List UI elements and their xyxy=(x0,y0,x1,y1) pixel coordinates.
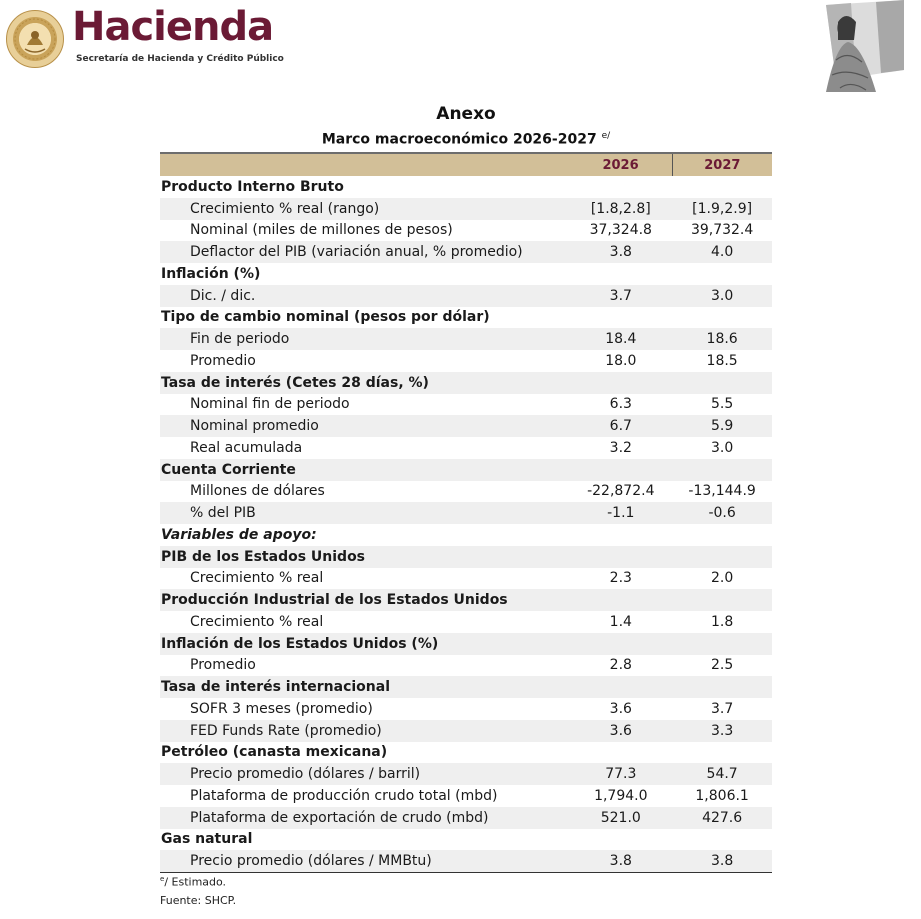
column-header-2026: 2026 xyxy=(569,153,672,176)
value-2026 xyxy=(569,742,672,764)
row-label: Crecimiento % real xyxy=(190,570,324,587)
row-label: Promedio xyxy=(190,657,256,674)
table-row xyxy=(160,568,772,590)
row-label: Nominal fin de periodo xyxy=(190,396,350,413)
row-label: Nominal promedio xyxy=(160,415,569,437)
table-section-row xyxy=(160,176,772,198)
table-row xyxy=(160,502,772,524)
row-label: Nominal (miles de millones de pesos) xyxy=(190,222,453,239)
value-2027: 3.0 xyxy=(710,439,734,456)
annex-title: Anexo xyxy=(436,104,496,124)
row-label: Gas natural xyxy=(161,831,253,848)
value-2027 xyxy=(672,176,772,198)
value-2027: 1.8 xyxy=(710,613,734,630)
value-2026: 3.8 xyxy=(569,241,672,263)
footnote-estimated-text: / Estimado. xyxy=(164,875,227,889)
row-label: Fin de periodo xyxy=(160,328,569,350)
value-2027 xyxy=(672,742,772,764)
table-row xyxy=(160,437,772,459)
value-2026: 1,794.0 xyxy=(594,787,648,804)
table-row xyxy=(160,763,772,785)
table-row xyxy=(160,394,772,416)
value-2026: 18.4 xyxy=(569,328,672,350)
table-section-row xyxy=(160,524,772,546)
row-label: Plataforma de producción crudo total (mbd) xyxy=(190,787,498,804)
value-2027 xyxy=(672,589,772,611)
footnote-estimated xyxy=(160,870,236,892)
value-2026 xyxy=(569,676,672,698)
table-row xyxy=(160,720,772,742)
row-label: Tasa de interés (Cetes 28 días, %) xyxy=(160,372,569,394)
table-row xyxy=(160,241,772,263)
value-2027 xyxy=(672,829,772,851)
hacienda-logo xyxy=(6,4,284,70)
value-2027: 39,732.4 xyxy=(690,222,754,239)
value-2026: 3.6 xyxy=(569,720,672,742)
table-section-row xyxy=(160,307,772,329)
value-2026: 37,324.8 xyxy=(589,222,652,239)
row-label: Precio promedio (dólares / barril) xyxy=(160,763,569,785)
footnote-source: Fuente: SHCP. xyxy=(160,893,237,907)
table-row xyxy=(160,785,772,807)
value-2027: 3.7 xyxy=(710,700,734,717)
table-row xyxy=(160,415,772,437)
table-row xyxy=(160,220,772,242)
table-section-row xyxy=(160,589,772,611)
value-2026 xyxy=(569,546,672,568)
table-section-row xyxy=(160,372,772,394)
value-2026 xyxy=(569,176,672,198)
macro-framework-table xyxy=(160,152,772,873)
value-2027: 3.0 xyxy=(672,285,772,307)
value-2026 xyxy=(569,829,672,851)
value-2027 xyxy=(672,546,772,568)
table-section-row xyxy=(160,742,772,764)
value-2027: -0.6 xyxy=(672,502,772,524)
value-2026: 3.6 xyxy=(609,700,632,717)
value-2026 xyxy=(569,307,672,329)
value-2027 xyxy=(672,372,772,394)
table-section-row xyxy=(160,676,772,698)
value-2027: 54.7 xyxy=(672,763,772,785)
row-label: Crecimiento % real (rango) xyxy=(160,198,569,220)
value-2027 xyxy=(672,459,772,481)
value-2026: [1.8,2.8] xyxy=(569,198,672,220)
row-label: Producto Interno Bruto xyxy=(161,178,344,195)
value-2027: 5.5 xyxy=(710,396,734,413)
row-label: % del PIB xyxy=(160,502,569,524)
value-2026: 3.7 xyxy=(569,285,672,307)
flag-figure-image xyxy=(796,0,906,95)
value-2026 xyxy=(569,589,672,611)
row-label: Dic. / dic. xyxy=(160,285,569,307)
row-label: Promedio xyxy=(190,352,256,369)
table-title-text: Marco macroeconómico 2026-2027 xyxy=(321,131,597,148)
value-2026: 18.0 xyxy=(605,352,637,369)
table-row xyxy=(160,655,772,677)
table-section-row xyxy=(160,263,772,285)
value-2026 xyxy=(569,263,672,285)
table-section-row xyxy=(160,633,772,655)
row-label: Plataforma de exportación de crudo (mbd) xyxy=(160,807,569,829)
row-label: Inflación de los Estados Unidos (%) xyxy=(160,633,569,655)
value-2026: -1.1 xyxy=(569,502,672,524)
value-2027 xyxy=(672,524,772,546)
footnotes xyxy=(160,870,236,910)
table-row xyxy=(160,198,772,220)
value-2027: 3.8 xyxy=(672,850,772,872)
brand-name: Hacienda xyxy=(72,4,274,50)
value-2027: 2.5 xyxy=(710,657,734,674)
table-row xyxy=(160,850,772,872)
table-row xyxy=(160,328,772,350)
table-row xyxy=(160,611,772,633)
value-2026: 6.3 xyxy=(609,396,632,413)
value-2026 xyxy=(569,524,672,546)
row-label: SOFR 3 meses (promedio) xyxy=(190,700,373,717)
national-seal-icon xyxy=(6,10,64,68)
table-row xyxy=(160,350,772,372)
row-label: Real acumulada xyxy=(190,439,303,456)
row-label: Millones de dólares xyxy=(190,483,325,500)
value-2026: 3.2 xyxy=(609,439,632,456)
brand-subtitle: Secretaría de Hacienda y Crédito Público xyxy=(76,54,284,64)
table-row xyxy=(160,698,772,720)
value-2026: 77.3 xyxy=(569,763,672,785)
value-2027: 2.0 xyxy=(710,570,734,587)
estimated-mark: e/ xyxy=(601,131,611,141)
table-section-row xyxy=(160,546,772,568)
value-2026 xyxy=(569,459,672,481)
value-2027: 1,806.1 xyxy=(695,787,749,804)
table-row xyxy=(160,807,772,829)
value-2027 xyxy=(672,263,772,285)
row-label: Producción Industrial de los Estados Unidos xyxy=(160,589,569,611)
row-label: Cuenta Corriente xyxy=(160,459,569,481)
value-2026: 2.8 xyxy=(609,657,632,674)
value-2027: 427.6 xyxy=(672,807,772,829)
row-label: Variables de apoyo: xyxy=(161,526,317,543)
value-2027: 5.9 xyxy=(672,415,772,437)
value-2027: 18.6 xyxy=(672,328,772,350)
value-2026: 3.8 xyxy=(569,850,672,872)
value-2027: 3.3 xyxy=(672,720,772,742)
table-section-row xyxy=(160,459,772,481)
row-label: Precio promedio (dólares / MMBtu) xyxy=(160,850,569,872)
value-2027: 4.0 xyxy=(672,241,772,263)
value-2026 xyxy=(569,633,672,655)
value-2026: 6.7 xyxy=(569,415,672,437)
row-label: Inflación (%) xyxy=(161,265,261,282)
value-2027: 18.5 xyxy=(706,352,738,369)
header-label-cell xyxy=(160,153,569,176)
table-row xyxy=(160,285,772,307)
value-2026: -22,872.4 xyxy=(587,483,655,500)
value-2027: -13,144.9 xyxy=(688,483,756,500)
table-header-row xyxy=(160,153,772,176)
value-2026 xyxy=(569,372,672,394)
row-label: PIB de los Estados Unidos xyxy=(160,546,569,568)
table-section-row xyxy=(160,829,772,851)
row-label: Crecimiento % real xyxy=(190,613,324,630)
row-label: Petróleo (canasta mexicana) xyxy=(161,744,388,761)
row-label: Tasa de interés internacional xyxy=(160,676,569,698)
value-2026: 1.4 xyxy=(609,613,632,630)
value-2026: 521.0 xyxy=(569,807,672,829)
value-2026: 2.3 xyxy=(609,570,632,587)
row-label: Tipo de cambio nominal (pesos por dólar) xyxy=(161,309,490,326)
column-header-2027: 2027 xyxy=(672,153,772,176)
value-2027 xyxy=(672,633,772,655)
value-2027 xyxy=(672,676,772,698)
footnote-estimated-mark: e xyxy=(160,875,165,883)
value-2027: [1.9,2.9] xyxy=(672,198,772,220)
table-title xyxy=(160,131,772,148)
value-2027 xyxy=(672,307,772,329)
row-label: FED Funds Rate (promedio) xyxy=(160,720,569,742)
row-label: Deflactor del PIB (variación anual, % promedio) xyxy=(160,241,569,263)
table-row xyxy=(160,481,772,503)
